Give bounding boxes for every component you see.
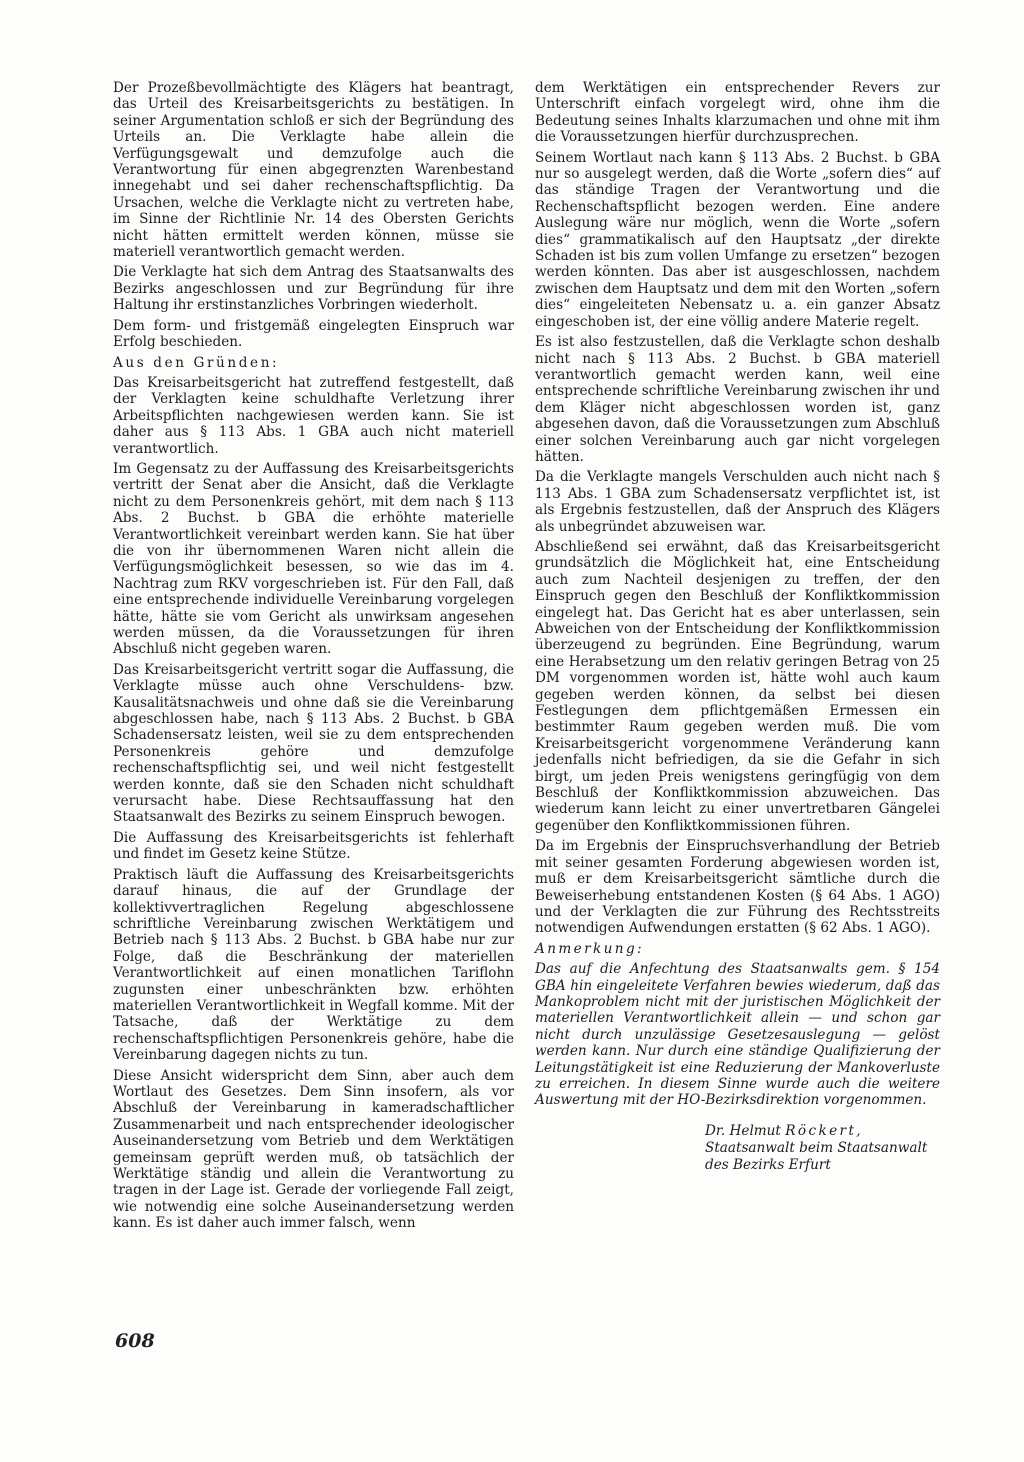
paragraph: Im Gegensatz zu der Auffassung des Kreisarbeitsgerichts vertritt der Senat aber die Ansicht, daß die Verklagte nicht zu dem Personenkreis gehört, mit dem nach § 113 Abs. 2 Buchst. b GBA die erhöhte materielle Verantwortlichkeit vereinbart werden kann. Sie hat über die von ihr übernommenen Waren nicht allein die Verfügungsmöglichkeit besessen, so wie das im 4. Nachtrag zum RKV vorgeschrieben ist. Für den Fall, daß eine entsprechende individuelle Vereinbarung vorgelegen hätte, hätte sie vom Gericht als unwirksam angesehen werden müssen, da die Voraussetzungen für ihren Abschluß nicht gegeben waren. — [113, 460, 514, 658]
section-heading: Aus den Gründen: — [113, 354, 280, 371]
paragraph: Das Kreisarbeitsgericht vertritt sogar die Auffassung, die Verklagte müsse auch ohne Verschuldens- bzw. Kausalitätsnachweis und ohne daß sie die Vereinbarung abgeschlossen habe, nach § 113 Abs. 2 Buchst. b GBA Schadensersatz leisten, weil sie zu dem entsprechenden Personenkreis gehöre und demzufolge rechenschaftspflichtig sei, und weil nicht festgestellt werden konnte, daß sie den Schaden nicht schuldhaft verursacht habe. Diese Rechtsauffassung hat den Staatsanwalt des Bezirks zu seinem Einspruch bewogen. — [113, 661, 514, 826]
signature-name — [705, 1123, 940, 1140]
page-number: 608 — [115, 1330, 155, 1352]
right-column — [535, 80, 940, 1174]
paragraph: Da die Verklagte mangels Verschulden auch nicht nach § 113 Abs. 1 GBA zum Schadensersatz verpflichtet ist, ist als Ergebnis festzustellen, daß der Anspruch des Klägers als unbegründet abzuweisen war. — [535, 469, 940, 535]
paragraph: Es ist also festzustellen, daß die Verklagte schon deshalb nicht nach § 113 Abs. 2 Buchst. b GBA materiell verantwortlich gemacht werden kann, weil eine entsprechende schriftliche Vereinbarung zwischen ihr und dem Kläger nicht abgeschlossen worden ist, ganz abgesehen davon, daß die Voraussetzungen zum Abschluß einer solchen Vereinbarung auch gar nicht vorgelegen hätten. — [535, 334, 940, 465]
paragraph: Die Auffassung des Kreisarbeitsgerichts ist fehlerhaft und findet im Gesetz keine Stütze. — [113, 829, 514, 863]
paragraph: Abschließend sei erwähnt, daß das Kreisarbeitsgericht grundsätzlich die Möglichkeit hat, eine Entscheidung auch zum Nachteil desjenigen zu treffen, der den Einspruch gegen den Beschluß der Konfliktkommission eingelegt hat. Das Gericht hat es aber unterlassen, sein Abweichen von der Entscheidung der Konfliktkommission überzeugend zu begründen. Eine Begründung, warum eine Herabsetzung um den relativ geringen Betrag von 25 DM vorgenommen worden ist, hätte wohl auch kaum gegeben werden können, da selbst bei diesen Festlegungen dem pflichtgemäßen Ermessen ein bestimmter Raum gegeben werden muß. Die vom Kreisarbeitsgericht vorgenommene Veränderung kann jedenfalls nicht befriedigen, da sie die Gefahr in sich birgt, um jeden Preis wenigstens geringfügig von dem Beschluß der Konfliktkommission abzuweichen. Das wiederum kann leicht zu einer unvertretbaren Gängelei gegenüber den Konfliktkommissionen führen. — [535, 538, 940, 834]
paragraph: Die Verklagte hat sich dem Antrag des Staatsanwalts des Bezirks angeschlossen und zur Begründung für ihre Haltung ihr erstinstanzliches Vorbringen wiederholt. — [113, 264, 514, 314]
paragraph: Dem form- und fristgemäß eingelegten Einspruch war Erfolg beschieden. — [113, 317, 514, 351]
paragraph: Praktisch läuft die Auffassung des Kreisarbeitsgerichts darauf hinaus, die auf der Grundlage der kollektivvertraglichen Regelung abgeschlossene schriftliche Vereinbarung zwischen Werktätigem und Betrieb nach § 113 Abs. 2 Buchst. b GBA habe nur zur Folge, daß die Beschränkung der materiellen Verantwortlichkeit auf einen monatlichen Tariflohn zugunsten einer unbeschränkten bzw. erhöhten materiellen Verantwortlichkeit in Wegfall komme. Mit der Tatsache, daß der Werktätige zu dem rechenschaftspflichtigen Personenkreis gehöre, habe die Vereinbarung dagegen nichts zu tun. — [113, 866, 514, 1064]
note-heading: Anmerkung: — [535, 940, 645, 957]
signature-block — [705, 1123, 940, 1174]
signature-title: Staatsanwalt beim Staatsanwalt — [705, 1139, 928, 1156]
signature-surname: Röckert, — [785, 1122, 864, 1139]
note-text: Das auf die Anfechtung des Staatsanwalts gem. § 154 GBA hin eingeleitete Verfahren bewies wiederum, daß das Mankoproblem nicht mit der juristischen Möglichkeit der materiellen Verantwortlichkeit allein — und schon gar nicht durch unzulässige Gesetzesauslegung — gelöst werden kann. Nur durch eine ständige Qualifizierung der Leitungstätigkeit ist eine Reduzierung der Mankoverluste zu erreichen. In diesem Sinne wurde auch die weitere Auswertung mit der HO-Bezirksdirektion vorgenommen. — [535, 961, 940, 1109]
paragraph: dem Werktätigen ein entsprechender Revers zur Unterschrift einfach vorgelegt wird, ohne ihm die Bedeutung seines Inhalts klarzumachen und ohne mit ihm die Voraussetzungen hierfür durchzusprechen. — [535, 80, 940, 146]
left-column — [113, 80, 514, 1236]
paragraph: Seinem Wortlaut nach kann § 113 Abs. 2 Buchst. b GBA nur so ausgelegt werden, daß die Worte „sofern dies“ auf das ständige Tragen der Verantwortung und die Rechenschaftspflicht bezogen werden. Eine andere Auslegung wäre nur möglich, wenn die Worte „sofern dies“ grammatikalisch auf den Hauptsatz „der direkte Schaden ist bis zum vollen Umfange zu ersetzen“ bezogen werden könnten. Das aber ist ausgeschlossen, nachdem zwischen dem Hauptsatz und dem mit den Worten „sofern dies“ eingeleiteten Nebensatz u. a. ein ganzer Absatz eingeschoben ist, der eine völlig andere Materie regelt. — [535, 149, 940, 330]
signature-name-prefix: Dr. Helmut — [705, 1122, 786, 1139]
paragraph: Der Prozeßbevollmächtigte des Klägers hat beantragt, das Urteil des Kreisarbeitsgerichts zu bestätigen. In seiner Argumentation schloß er sich der Begründung des Urteils an. Die Verklagte habe allein die Verfügungsgewalt und demzufolge auch die Verantwortung für einen abgegrenzten Warenbestand innegehabt und sei daher rechenschaftspflichtig. Da Ursachen, welche die Verklagte nicht zu vertreten habe, im Sinne der Richtlinie Nr. 14 des Obersten Gerichts nicht hätten ermittelt werden können, müsse sie materiell verantwortlich gemacht werden. — [113, 80, 514, 261]
paragraph: Da im Ergebnis der Einspruchsverhandlung der Betrieb mit seiner gesamten Forderung abgewiesen worden ist, muß er dem Kreisarbeitsgericht sämtliche durch die Beweiserhebung entstandenen Kosten (§ 64 Abs. 1 AGO) und der Verklagten die zur Führung des Rechtsstreits notwendigen Aufwendungen erstatten (§ 62 Abs. 1 AGO). — [535, 838, 940, 937]
paragraph: Das Kreisarbeitsgericht hat zutreffend festgestellt, daß der Verklagten keine schuldhafte Verletzung ihrer Arbeitspflichten nachgewiesen werden kann. Sie ist daher aus § 113 Abs. 1 GBA auch nicht materiell verantwortlich. — [113, 374, 514, 457]
signature-office: des Bezirks Erfurt — [705, 1156, 831, 1173]
paragraph: Diese Ansicht widerspricht dem Sinn, aber auch dem Wortlaut des Gesetzes. Dem Sinn insofern, als vor Abschluß der Vereinbarung in kameradschaftlicher Zusammenarbeit und nach entsprechender ideologischer Auseinandersetzung vom Betrieb und dem Werktätigen gemeinsam geprüft werden muß, ob tatsächlich der Werktätige ständig und allein die Verantwortung zu tragen in der Lage ist. Gerade der vorliegende Fall zeigt, wie notwendig eine solche Auseinandersetzung werden kann. Es ist daher auch immer falsch, wenn — [113, 1067, 514, 1232]
